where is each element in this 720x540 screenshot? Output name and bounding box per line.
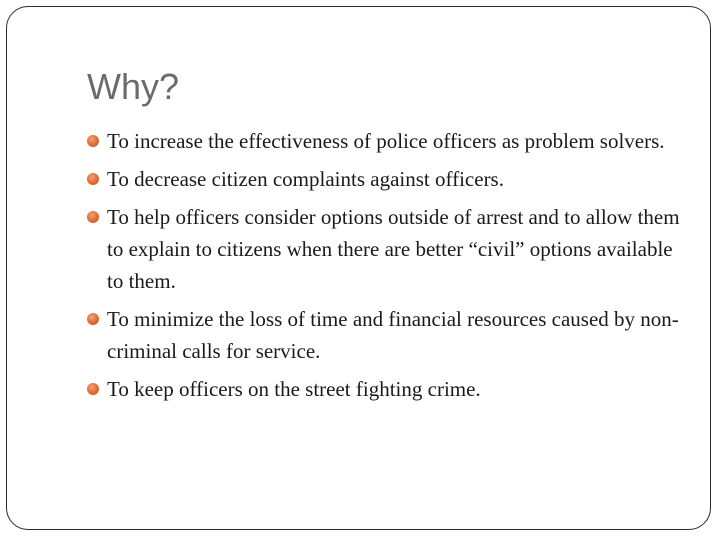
bullet-dot-icon: [87, 383, 99, 395]
slide-frame: [6, 6, 711, 530]
bullet-item: [85, 201, 685, 297]
bullet-text: To help officers consider options outside of arrest and to allow them to explain to citizens when there are better “civil” options available to them.: [107, 205, 680, 293]
bullet-text: To keep officers on the street fighting crime.: [107, 377, 481, 401]
bullet-dot-icon: [87, 211, 99, 223]
bullet-item: [85, 125, 685, 157]
bullet-dot-icon: [87, 135, 99, 147]
bullet-item: [85, 373, 685, 405]
bullet-item: [85, 303, 685, 367]
bullet-item: [85, 163, 685, 195]
bullet-dot-icon: [87, 313, 99, 325]
bullet-dot-icon: [87, 173, 99, 185]
slide-title: Why?: [87, 66, 180, 107]
bullet-text: To minimize the loss of time and financial resources caused by non-criminal calls for service.: [107, 307, 679, 363]
bullet-text: To increase the effectiveness of police officers as problem solvers.: [107, 129, 665, 153]
bullet-list: [85, 125, 685, 411]
bullet-text: To decrease citizen complaints against officers.: [107, 167, 504, 191]
